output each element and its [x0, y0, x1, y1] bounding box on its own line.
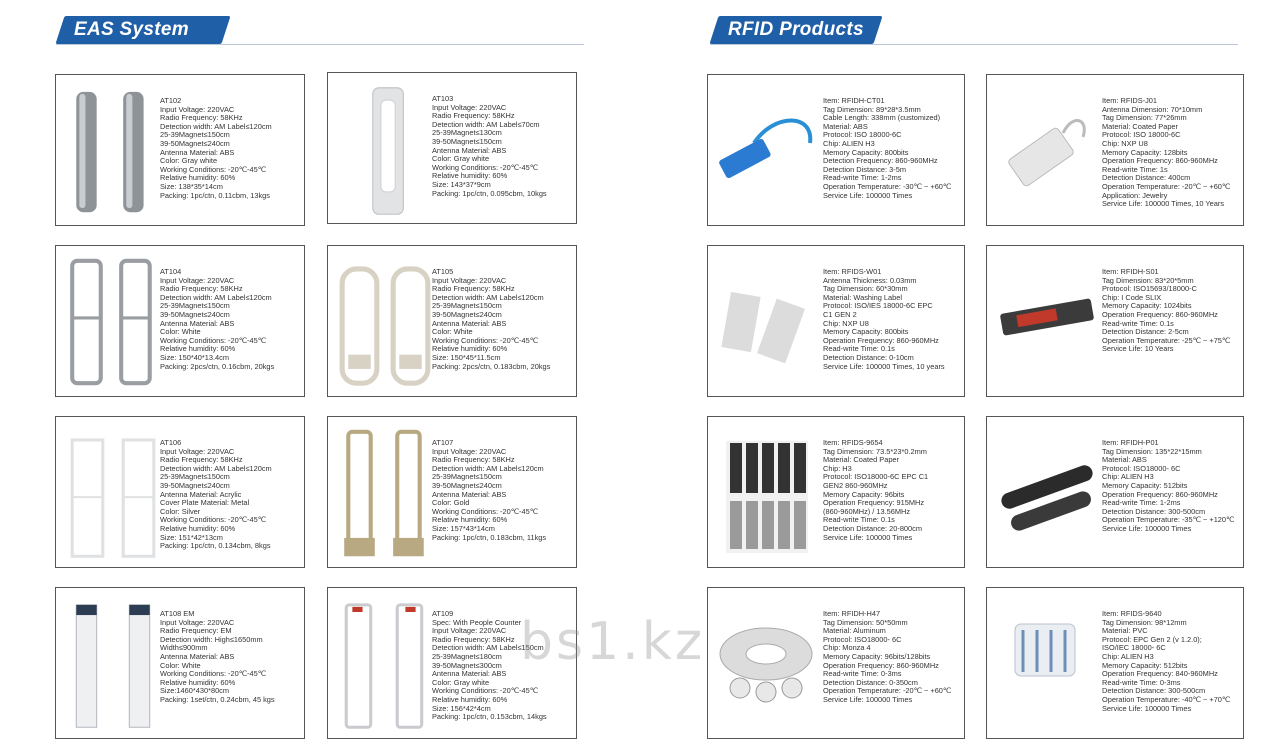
spec-line: Color: White — [160, 661, 201, 670]
spec-line: Size: 157*43*14cm — [432, 524, 495, 533]
antenna-pair-image — [334, 596, 436, 730]
rfid-card-h47 — [707, 587, 965, 739]
spec-line: Color: Gold — [432, 499, 470, 508]
spec-line: Protocol: ISO/IES 18000-6C EPC — [823, 302, 933, 311]
spec-line: Read-write Time: 0-3ms — [1102, 678, 1181, 687]
spec-list — [160, 97, 300, 200]
spec-line: Color: White — [432, 328, 473, 337]
spec-line: Radio Frequency: 58KHz — [432, 456, 515, 465]
spec-line: Application: Jewelry — [1102, 191, 1168, 200]
spec-line: Protocol: ISO18000-6C EPC C1 — [823, 473, 929, 482]
spec-line: Radio Frequency: 58KHz — [432, 112, 515, 121]
spec-line: Operation Temperature: -30℃ ~ +60℃ — [823, 182, 952, 191]
spec-line: Relative humidity: 60% — [432, 516, 508, 525]
spec-line: Detection Distance: 300-500cm — [1102, 687, 1206, 696]
spec-line: Working Conditions: -20℃-45℃ — [160, 670, 267, 679]
spec-line: Packing: 1pc/ctn, 0.183cbm, 11kgs — [432, 533, 547, 542]
spec-line: Tag Dimension: 98*12mm — [1102, 618, 1187, 627]
spec-line: Relative humidity: 60% — [432, 172, 508, 181]
product-model: Item: RFIDH-S01 — [1102, 268, 1159, 276]
spec-line: Packing: 1pc/ctn, 0.134cbm, 8kgs — [160, 542, 271, 551]
spec-line: Operation Temperature: -35℃ ~ +120℃ — [1102, 516, 1235, 525]
spec-line: Service Life: 100000 Times — [1102, 524, 1192, 533]
spec-line: Relative humidity: 60% — [160, 345, 236, 354]
spec-line: Radio Frequency: 58KHz — [432, 635, 515, 644]
rfid-divider — [710, 44, 1238, 45]
spec-line: 25-39Magnet≤150cm — [432, 473, 502, 482]
spec-line: Antenna Material: Acrylic — [160, 490, 242, 499]
spec-line: Cover Plate Material: Metal — [160, 499, 250, 508]
washing-label-image — [714, 254, 818, 388]
spec-line: Working Conditions: -20℃-45℃ — [432, 336, 539, 345]
spec-line: Antenna Material: ABS — [432, 670, 507, 679]
spec-line: Operation Frequency: 860-960MHz — [1102, 490, 1218, 499]
spec-line: Chip: ALIEN H3 — [1102, 652, 1154, 661]
product-model: AT103 — [432, 95, 454, 103]
eas-divider — [56, 44, 584, 45]
spec-line: Read-write Time: 1-2ms — [823, 174, 902, 183]
spec-line: Operation Frequency: 840-960MHz — [1102, 670, 1218, 679]
spec-line: Radio Frequency: 58KHz — [160, 114, 243, 123]
spec-line: Memory Capacity: 800bits — [823, 328, 909, 337]
spec-line: Antenna Material: ABS — [160, 148, 235, 157]
spec-line: Operation Frequency: 860-960MHz — [1102, 157, 1218, 166]
spec-line: Memory Capacity: 96bits/128bits — [823, 652, 931, 661]
spec-line: Read-write Time: 0.1s — [823, 516, 895, 525]
cable-tie-tag-image — [714, 83, 818, 217]
spec-line: Memory Capacity: 512bits — [1102, 661, 1188, 670]
spec-line: Detection width: AM Label≤150cm — [432, 644, 544, 653]
pvc-label-roll-image — [993, 596, 1097, 730]
spec-line: 39-50Magnet≤240cm — [432, 310, 502, 319]
spec-line: Service Life: 100000 Times, 10 years — [823, 362, 945, 371]
spec-line: Packing: 1pc/ctn, 0.153cbm, 14kgs — [432, 713, 547, 722]
spec-list — [160, 268, 300, 371]
spec-line: 39-50Magnet≤240cm — [160, 310, 230, 319]
spec-line: Protocol: ISO 18000-6C — [1102, 131, 1181, 140]
spec-line: Chip: I Code SLIX — [1102, 293, 1162, 302]
eas-section-title: EAS System — [74, 19, 189, 40]
spec-line: Detection Distance: 2-5cm — [1102, 328, 1189, 337]
spec-list — [823, 268, 960, 371]
product-model: AT105 — [432, 268, 454, 276]
rfid-card-ct01 — [707, 74, 965, 226]
spec-line: Detection width: AM Label≤120cm — [432, 293, 544, 302]
product-model: AT109 — [432, 610, 454, 618]
spec-line: Tag Dimension: 89*28*3.5mm — [823, 105, 921, 114]
spec-line: 39-50Magnet≤240cm — [160, 139, 230, 148]
spec-line: Material: PVC — [1102, 627, 1148, 636]
product-model: AT108 EM — [160, 610, 195, 618]
product-model: Item: RFIDS-9654 — [823, 439, 883, 447]
spec-line: Color: Silver — [160, 507, 201, 516]
spec-line: Detection Distance: 20-800cm — [823, 524, 923, 533]
spec-line: Tag Dimension: 50*50mm — [823, 618, 908, 627]
spec-line: Packing: 2pcs/ctn, 0.16cbm, 20kgs — [160, 362, 275, 371]
product-model: Item: RFIDS-9640 — [1102, 610, 1162, 618]
spec-line: Detection Distance: 0-350cm — [823, 678, 918, 687]
spec-line: Service Life: 100000 Times — [823, 695, 913, 704]
spec-line: Packing: 1pc/ctn, 0.11cbm, 13kgs — [160, 191, 270, 200]
spec-line: Protocol: ISO 18000-6C — [823, 131, 902, 140]
spec-line: 25-39Magnet≤150cm — [160, 131, 230, 140]
spec-list — [1102, 97, 1239, 209]
spec-line: Relative humidity: 60% — [432, 695, 508, 704]
spec-line: Input Voltage: 220VAC — [432, 447, 507, 456]
rfid-card-9654 — [707, 416, 965, 568]
spec-line: Memory Capacity: 128bits — [1102, 148, 1188, 157]
spec-line: Antenna Material: ABS — [432, 490, 507, 499]
spec-line: Detection width: AM Label≤120cm — [160, 293, 272, 302]
spec-line: Protocol: EPC Gen 2 (v 1.2.0); — [1102, 635, 1202, 644]
spec-line: Antenna Material: ABS — [432, 146, 507, 155]
spec-line: Spec: With People Counter — [432, 618, 522, 627]
spec-line: Memory Capacity: 1024bits — [1102, 302, 1192, 311]
spec-line: Working Conditions: -20℃-45℃ — [432, 687, 539, 696]
spec-line: Tag Dimension: 83*20*5mm — [1102, 276, 1194, 285]
spec-line: Operation Frequency: 860-960MHz — [1102, 310, 1218, 319]
antenna-pair-image — [334, 254, 436, 388]
spec-line: Protocol: ISO18000- 6C — [823, 635, 902, 644]
product-model: Item: RFIDH-P01 — [1102, 439, 1159, 447]
spec-line: Service Life: 100000 Times — [1102, 704, 1192, 713]
spec-line: Relative humidity: 60% — [160, 524, 236, 533]
spec-line: Read-write Time: 0-3ms — [823, 670, 902, 679]
spec-line: Radio Frequency: 58KHz — [160, 285, 243, 294]
rfid-card-9640 — [986, 587, 1244, 739]
spec-line: Size: 150*45*11.5cm — [432, 353, 501, 362]
spec-line: Detection width: AM Label≤120cm — [160, 122, 272, 131]
spec-line: Working Conditions: -20℃-45℃ — [432, 507, 539, 516]
product-model: Item: RFIDS-J01 — [1102, 97, 1158, 105]
spec-line: ISO/IEC 18000- 6C — [1102, 644, 1166, 653]
spec-line: Protocol: ISO18000- 6C — [1102, 464, 1181, 473]
spec-line: Chip: Monza 4 — [823, 644, 871, 653]
spec-list — [1102, 268, 1239, 354]
spec-line: Width≤900mm — [160, 644, 208, 653]
spec-line: Size: 143*37*9cm — [432, 180, 491, 189]
spec-list — [823, 97, 960, 200]
rfid-section-title: RFID Products — [728, 19, 864, 40]
hard-tag-image — [993, 425, 1097, 559]
spec-list — [1102, 439, 1239, 534]
eas-card-at102 — [55, 74, 305, 226]
spec-line: Chip: H3 — [823, 464, 852, 473]
spec-line: Material: Washing Label — [823, 293, 903, 302]
spec-line: Service Life: 100000 Times — [823, 191, 913, 200]
spec-list — [432, 95, 572, 198]
spec-line: Operation Frequency: 860-960MHz — [823, 661, 939, 670]
spec-line: 25-39Magnet≤130cm — [432, 129, 502, 138]
spec-line: Read-write Time: 1-2ms — [1102, 499, 1181, 508]
spec-line: Tag Dimension: 77*26mm — [1102, 114, 1187, 123]
product-model: Item: RFIDH-CT01 — [823, 97, 885, 105]
spec-line: Radio Frequency: 58KHz — [432, 285, 515, 294]
spec-line: Relative humidity: 60% — [160, 174, 236, 183]
spec-line: Chip: NXP U8 — [823, 319, 869, 328]
plate-tag-image — [993, 254, 1097, 388]
spec-line: Color: Gray white — [432, 678, 490, 687]
spec-line: Input Voltage: 220VAC — [160, 105, 235, 114]
eas-card-at103 — [327, 72, 577, 224]
spec-line: Operation Frequency: 915MHz — [823, 499, 925, 508]
antenna-image — [334, 81, 436, 215]
spec-line: Service Life: 10 Years — [1102, 345, 1174, 354]
product-model: AT107 — [432, 439, 454, 447]
spec-line: Detection width: AM Label≤120cm — [160, 464, 272, 473]
antenna-pair-image — [334, 425, 436, 559]
spec-line: Material: Coated Paper — [823, 456, 899, 465]
spec-line: Detection Frequency: 860-960MHz — [823, 157, 938, 166]
spec-list — [823, 439, 960, 542]
spec-line: Read-write Time: 1s — [1102, 165, 1168, 174]
spec-line: 25-39Magnet≤180cm — [432, 652, 502, 661]
eas-section-banner — [55, 16, 230, 44]
spec-line: Relative humidity: 60% — [432, 345, 508, 354]
spec-line: Detection Distance: 3-5m — [823, 165, 906, 174]
spec-line: Radio Frequency: 58KHz — [160, 456, 243, 465]
spec-line: Memory Capacity: 800bits — [823, 148, 909, 157]
spec-line: Antenna Material: ABS — [432, 319, 507, 328]
spec-line: Working Conditions: -20℃-45℃ — [160, 516, 267, 525]
spec-line: C1 GEN 2 — [823, 310, 857, 319]
spec-line: Detection width: AM Label≤70cm — [432, 120, 540, 129]
spec-line: Operation Temperature: -40℃ ~ +70℃ — [1102, 695, 1231, 704]
label-roll-image — [714, 596, 818, 730]
spec-line: Color: White — [160, 328, 201, 337]
eas-card-at106 — [55, 416, 305, 568]
spec-line: Detection Distance: 0-10cm — [823, 353, 914, 362]
spec-list — [160, 439, 300, 551]
antenna-pair-image — [62, 425, 164, 559]
spec-line: Operation Frequency: 860-960MHz — [823, 336, 939, 345]
spec-line: 25-39Magnet≤150cm — [432, 302, 502, 311]
spec-line: Detection width: AM Label≤120cm — [432, 464, 544, 473]
spec-line: Working Conditions: -20℃-45℃ — [160, 165, 267, 174]
spec-line: Input Voltage: 220VAC — [432, 276, 507, 285]
spec-line: Chip: ALIEN H3 — [1102, 473, 1154, 482]
antenna-pair-image — [62, 596, 164, 730]
jewelry-tag-image — [993, 83, 1097, 217]
spec-line: Read-write Time: 0.1s — [823, 345, 895, 354]
spec-line: Operation Temperature: -20℃ ~ +60℃ — [1102, 182, 1231, 191]
spec-line: Antenna Thickness: 0.03mm — [823, 276, 917, 285]
spec-line: 39-50Magnet≤300cm — [432, 661, 502, 670]
spec-list — [1102, 610, 1239, 713]
rfid-card-j01 — [986, 74, 1244, 226]
spec-line: Memory Capacity: 512bits — [1102, 481, 1188, 490]
spec-line: Operation Temperature: -25℃ ~ +75℃ — [1102, 336, 1231, 345]
eas-card-at104 — [55, 245, 305, 397]
eas-card-at105 — [327, 245, 577, 397]
spec-line: Material: Aluminum — [823, 627, 886, 636]
rfid-section-banner — [709, 16, 882, 44]
spec-list — [432, 268, 572, 371]
spec-line: 25-39Magnet≤150cm — [160, 473, 230, 482]
spec-line: Working Conditions: -20℃-45℃ — [160, 336, 267, 345]
spec-line: Color: Gray white — [160, 157, 218, 166]
spec-line: Detection width: High≤1650mm — [160, 635, 263, 644]
spec-line: Size: 156*42*4cm — [432, 704, 491, 713]
spec-line: Service Life: 100000 Times, 10 Years — [1102, 200, 1225, 209]
spec-line: Antenna Material: ABS — [160, 652, 235, 661]
paper-label-sheet-image — [714, 425, 818, 559]
spec-line: Detection Distance: 400cm — [1102, 174, 1191, 183]
eas-card-at108-em — [55, 587, 305, 739]
rfid-card-p01 — [986, 416, 1244, 568]
spec-line: GEN2 860-960MHz — [823, 481, 888, 490]
spec-line: Size: 150*40*13.4cm — [160, 353, 230, 362]
spec-line: Tag Dimension: 135*22*15mm — [1102, 447, 1202, 456]
product-model: AT106 — [160, 439, 182, 447]
antenna-pair-image — [62, 254, 164, 388]
product-model: AT104 — [160, 268, 182, 276]
spec-line: 25-39Magnet≤150cm — [160, 302, 230, 311]
spec-line: (860-960MHz) / 13.56MHz — [823, 507, 911, 516]
spec-line: Input Voltage: 220VAC — [160, 618, 235, 627]
spec-list — [823, 610, 960, 705]
spec-line: Service Life: 100000 Times — [823, 533, 913, 542]
spec-line: Relative humidity: 60% — [160, 678, 236, 687]
spec-line: Read-write Time: 0.1s — [1102, 319, 1174, 328]
spec-line: Working Conditions: -20℃-45℃ — [432, 163, 539, 172]
spec-line: Size:1460*430*80cm — [160, 687, 230, 696]
spec-line: Antenna Dimension: 70*10mm — [1102, 105, 1203, 114]
product-model: AT102 — [160, 97, 182, 105]
spec-line: Antenna Material: ABS — [160, 319, 235, 328]
spec-list — [432, 439, 572, 542]
spec-line: Packing: 1set/ctn, 0.24cbm, 45 kgs — [160, 695, 275, 704]
spec-line: Input Voltage: 220VAC — [432, 627, 507, 636]
antenna-pair-image — [62, 83, 164, 217]
spec-line: Cable Length: 338mm (customized) — [823, 114, 941, 123]
spec-line: Material: ABS — [1102, 456, 1147, 465]
eas-card-at107 — [327, 416, 577, 568]
spec-line: Memory Capacity: 96bits — [823, 490, 905, 499]
product-model: Item: RFIDH-H47 — [823, 610, 881, 618]
spec-line: Input Voltage: 220VAC — [160, 276, 235, 285]
spec-line: 39-50Magnet≤240cm — [160, 481, 230, 490]
spec-line: Input Voltage: 220VAC — [432, 103, 507, 112]
rfid-card-w01 — [707, 245, 965, 397]
spec-line: Chip: NXP U8 — [1102, 139, 1148, 148]
spec-line: Size: 151*42*13cm — [160, 533, 223, 542]
watermark: bs1.kz — [520, 612, 706, 672]
spec-line: Material: ABS — [823, 122, 868, 131]
spec-line: Operation Temperature: -20℃ ~ +60℃ — [823, 687, 952, 696]
product-model: Item: RFIDS-W01 — [823, 268, 882, 276]
spec-line: Packing: 1pc/ctn, 0.095cbm, 10kgs — [432, 189, 547, 198]
spec-line: 39-50Magnet≤240cm — [432, 481, 502, 490]
spec-line: Packing: 2pcs/ctn, 0.183cbm, 20kgs — [432, 362, 551, 371]
spec-list — [160, 610, 300, 705]
spec-line: Color: Gray white — [432, 155, 490, 164]
spec-line: Chip: ALIEN H3 — [823, 139, 875, 148]
spec-line: Input Voltage: 220VAC — [160, 447, 235, 456]
spec-line: Size: 138*35*14cm — [160, 182, 223, 191]
spec-line: Protocol: ISO15693/18000-C — [1102, 285, 1197, 294]
spec-line: Detection Distance: 300-500cm — [1102, 507, 1206, 516]
spec-line: Tag Dimension: 73.5*23*0.2mm — [823, 447, 927, 456]
rfid-card-s01 — [986, 245, 1244, 397]
spec-line: Material: Coated Paper — [1102, 122, 1178, 131]
spec-line: Tag Dimension: 60*30mm — [823, 285, 908, 294]
spec-line: Radio Frequency: EM — [160, 627, 232, 636]
spec-line: 39-50Magnet≤150cm — [432, 137, 502, 146]
